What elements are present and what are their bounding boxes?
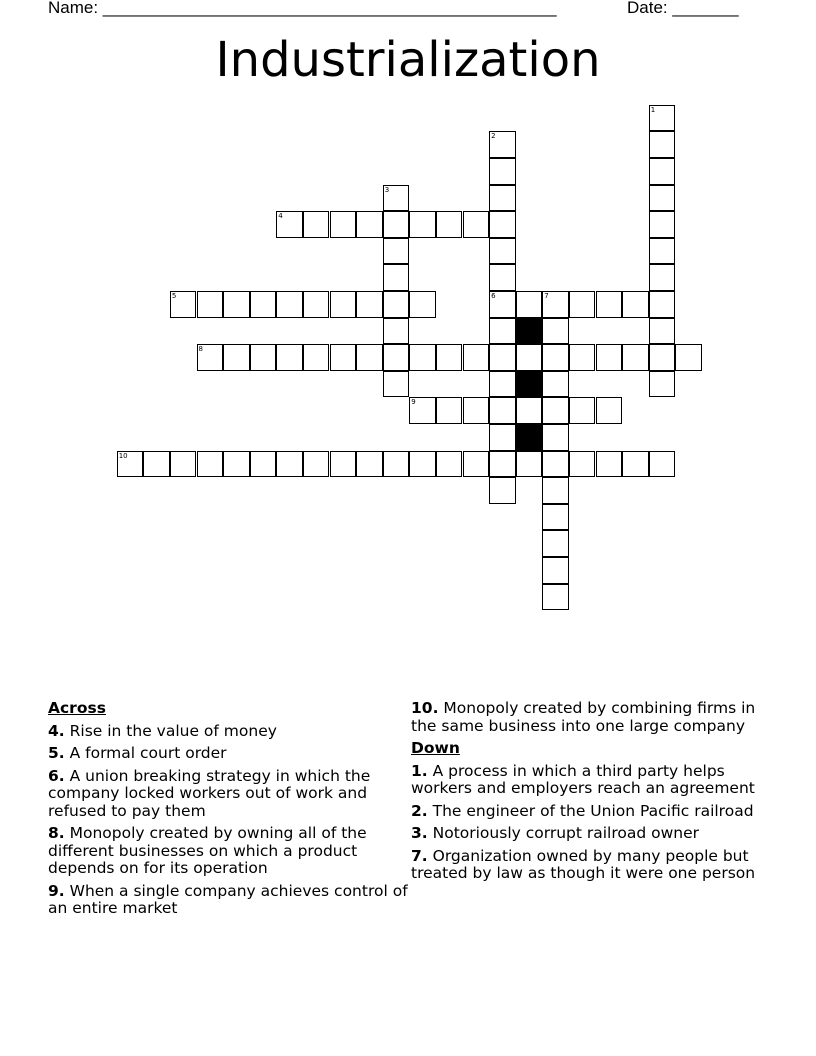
clue-text: Monopoly created by owning all of the different businesses on which a product depends on for its operation: [48, 824, 367, 877]
clue-text: A union breaking strategy in which the company locked workers out of work and refused to pay them: [48, 766, 371, 820]
clue-number: 5: [171, 292, 177, 300]
clue-item: [48, 745, 408, 763]
grid-cell[interactable]: [223, 291, 250, 318]
grid-cell[interactable]: [622, 291, 649, 318]
grid-cell[interactable]: [569, 291, 596, 318]
clue-item: [411, 848, 771, 883]
grid-cell[interactable]: [649, 318, 676, 345]
grid-cell[interactable]: [170, 291, 197, 318]
clue-number-label: 5.: [48, 744, 65, 762]
grid-cell[interactable]: [463, 397, 490, 424]
grid-cell[interactable]: [542, 291, 569, 318]
grid-cell[interactable]: [409, 211, 436, 238]
grid-cell[interactable]: [542, 424, 569, 451]
clue-number-label: 3.: [411, 824, 428, 842]
grid-cell[interactable]: [303, 344, 330, 371]
grid-cell[interactable]: [542, 371, 569, 398]
grid-cell[interactable]: [569, 397, 596, 424]
date-field-label: Date: _______: [627, 0, 739, 17]
grid-cell[interactable]: [542, 584, 569, 611]
clue-number-label: 4.: [48, 721, 65, 740]
grid-cell[interactable]: [516, 397, 543, 424]
clue-number: 2: [491, 132, 496, 141]
grid-cell[interactable]: [622, 451, 649, 478]
clue-item: [48, 723, 408, 741]
grid-cell[interactable]: [489, 424, 516, 451]
grid-cell[interactable]: [569, 451, 596, 478]
grid-cell[interactable]: [330, 451, 357, 478]
grid-cell[interactable]: [409, 397, 436, 424]
clue-number: 4: [278, 212, 283, 221]
grid-cell[interactable]: [250, 291, 277, 318]
clue-item: [411, 763, 771, 798]
grid-cell[interactable]: [383, 371, 410, 398]
grid-cell[interactable]: [489, 344, 516, 371]
clues-left-column: [48, 700, 408, 923]
grid-cell[interactable]: [356, 211, 383, 238]
clue-number: 8: [198, 345, 203, 354]
grid-cell[interactable]: [197, 291, 224, 318]
grid-cell[interactable]: [143, 451, 170, 478]
grid-cell[interactable]: [649, 185, 676, 212]
black-square: [516, 371, 543, 398]
grid-cell[interactable]: [542, 451, 569, 478]
grid-cell[interactable]: [489, 291, 516, 318]
across-heading: Across: [48, 699, 106, 717]
grid-cell[interactable]: [489, 131, 516, 158]
grid-cell[interactable]: [250, 344, 277, 371]
grid-cell[interactable]: [383, 451, 410, 478]
clue-text: Notoriously corrupt railroad owner: [427, 824, 700, 842]
grid-cell[interactable]: [542, 318, 569, 345]
grid-cell[interactable]: [542, 397, 569, 424]
grid-cell[interactable]: [489, 371, 516, 398]
clue-item: [411, 803, 771, 821]
grid-cell[interactable]: [330, 344, 357, 371]
clue-text: Rise in the value of money: [64, 721, 277, 740]
grid-cell[interactable]: [276, 211, 303, 238]
clue-number: 10: [118, 451, 128, 460]
grid-cell[interactable]: [409, 344, 436, 371]
grid-cell[interactable]: [223, 451, 250, 478]
grid-cell[interactable]: [463, 211, 490, 238]
grid-cell[interactable]: [197, 451, 224, 478]
grid-cell[interactable]: [649, 105, 676, 132]
grid-cell[interactable]: [649, 211, 676, 238]
clue-number-label: 6.: [48, 766, 65, 785]
grid-cell[interactable]: [649, 291, 676, 318]
clue-number-label: 2.: [411, 801, 428, 820]
clues-right-column: [411, 700, 771, 888]
name-field-label: Name: ________________________________________________: [48, 0, 557, 17]
clue-text: A process in which a third party helps workers and employers reach an agreement: [411, 761, 755, 797]
clue-text: Monopoly created by combining firms in the same business into one large company: [411, 699, 756, 735]
grid-cell[interactable]: [276, 291, 303, 318]
grid-cell[interactable]: [303, 291, 330, 318]
grid-cell[interactable]: [276, 344, 303, 371]
grid-cell[interactable]: [383, 291, 410, 318]
grid-cell[interactable]: [489, 397, 516, 424]
clue-number: 1: [650, 105, 656, 114]
black-square: [516, 424, 543, 451]
grid-cell[interactable]: [622, 344, 649, 371]
grid-cell[interactable]: [356, 291, 383, 318]
grid-cell[interactable]: [197, 344, 224, 371]
grid-cell[interactable]: [436, 211, 463, 238]
grid-cell[interactable]: [489, 211, 516, 238]
clue-text: When a single company achieves control of an entire market: [48, 881, 408, 917]
grid-cell[interactable]: [516, 291, 543, 318]
grid-cell[interactable]: [649, 264, 676, 291]
clue-number-label: 9.: [48, 881, 65, 900]
grid-cell[interactable]: [330, 291, 357, 318]
grid-cell[interactable]: [330, 211, 357, 238]
grid-cell[interactable]: [489, 477, 516, 504]
grid-cell[interactable]: [436, 344, 463, 371]
grid-cell[interactable]: [649, 344, 676, 371]
page-title: Industrialization: [215, 32, 601, 88]
grid-cell[interactable]: [383, 318, 410, 345]
clue-item: [48, 768, 408, 821]
grid-cell[interactable]: [489, 318, 516, 345]
grid-cell[interactable]: [596, 451, 623, 478]
grid-cell[interactable]: [409, 451, 436, 478]
grid-cell[interactable]: [383, 344, 410, 371]
grid-cell[interactable]: [463, 344, 490, 371]
grid-cell[interactable]: [436, 397, 463, 424]
clue-text: Organization owned by many people but treated by law as though it were one person: [411, 846, 756, 882]
grid-cell[interactable]: [356, 344, 383, 371]
grid-cell[interactable]: [649, 131, 676, 158]
grid-cell[interactable]: [516, 344, 543, 371]
grid-cell[interactable]: [489, 451, 516, 478]
grid-cell[interactable]: [489, 158, 516, 185]
grid-cell[interactable]: [649, 451, 676, 478]
down-heading: Down: [411, 739, 460, 757]
grid-cell[interactable]: [649, 158, 676, 185]
grid-cell[interactable]: [383, 185, 410, 212]
grid-cell[interactable]: [170, 451, 197, 478]
grid-cell[interactable]: [356, 451, 383, 478]
grid-cell[interactable]: [463, 451, 490, 478]
grid-cell[interactable]: [649, 371, 676, 398]
clue-number-label: 1.: [411, 761, 428, 780]
grid-cell[interactable]: [250, 451, 277, 478]
grid-cell[interactable]: [596, 291, 623, 318]
clue-number: 7: [544, 292, 549, 300]
grid-cell[interactable]: [675, 344, 702, 371]
clue-text: A formal court order: [64, 744, 227, 762]
clue-number: 9: [411, 398, 416, 407]
clue-number-label: 8.: [48, 824, 65, 842]
grid-cell[interactable]: [489, 264, 516, 291]
grid-cell[interactable]: [542, 557, 569, 584]
grid-cell[interactable]: [276, 451, 303, 478]
grid-cell[interactable]: [223, 344, 250, 371]
grid-cell[interactable]: [489, 238, 516, 265]
grid-cell[interactable]: [596, 344, 623, 371]
grid-cell[interactable]: [649, 238, 676, 265]
clue-number-label: 10.: [411, 699, 439, 717]
grid-cell[interactable]: [117, 451, 144, 478]
grid-cell[interactable]: [409, 291, 436, 318]
grid-cell[interactable]: [489, 185, 516, 212]
clue-item: [48, 825, 408, 878]
grid-cell[interactable]: [542, 530, 569, 557]
clue-text: The engineer of the Union Pacific railroad: [427, 801, 754, 820]
clue-item: [411, 825, 771, 843]
clue-number-label: 7.: [411, 846, 428, 865]
grid-cell[interactable]: [383, 238, 410, 265]
clue-number: 3: [384, 185, 390, 194]
grid-cell[interactable]: [542, 344, 569, 371]
grid-cell[interactable]: [383, 211, 410, 238]
grid-cell[interactable]: [596, 397, 623, 424]
clue-item: [411, 700, 771, 735]
grid-cell[interactable]: [436, 451, 463, 478]
grid-cell[interactable]: [542, 504, 569, 531]
grid-cell[interactable]: [542, 477, 569, 504]
grid-cell[interactable]: [383, 264, 410, 291]
grid-cell[interactable]: [569, 344, 596, 371]
grid-cell[interactable]: [303, 211, 330, 238]
grid-cell[interactable]: [303, 451, 330, 478]
black-square: [516, 318, 543, 345]
clue-item: [48, 883, 408, 918]
clue-number: 6: [491, 292, 496, 300]
grid-cell[interactable]: [516, 451, 543, 478]
